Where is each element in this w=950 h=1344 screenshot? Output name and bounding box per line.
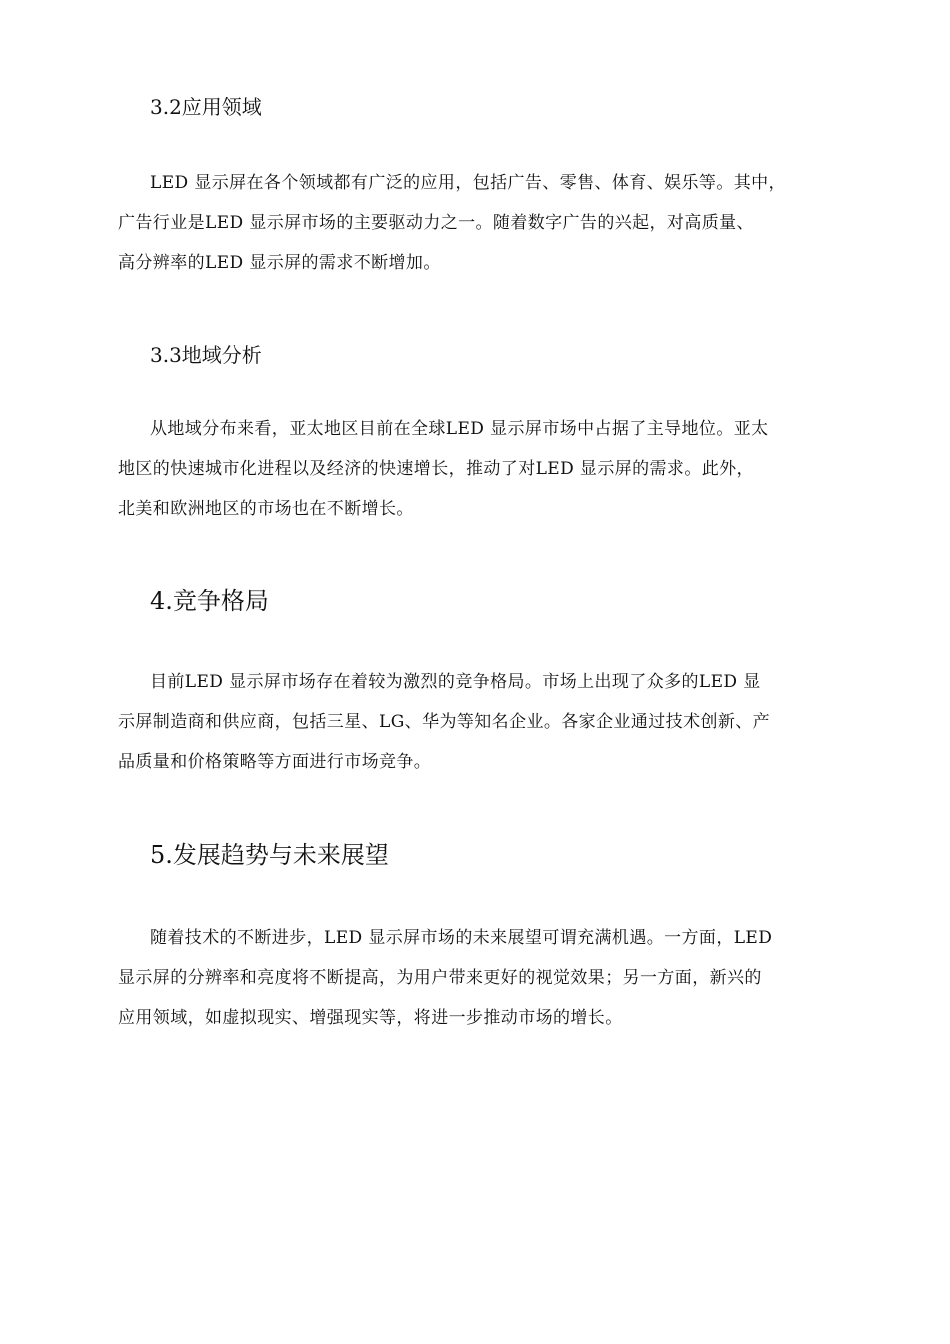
paragraph-line: 应用领域，如虚拟现实、增强现实等，将进一步推动市场的增长。 bbox=[118, 1008, 623, 1028]
paragraph-line: 目前LED 显示屏市场存在着较为激烈的竞争格局。市场上出现了众多的LED 显 bbox=[150, 672, 761, 692]
paragraph-line: 品质量和价格策略等方面进行市场竞争。 bbox=[118, 752, 432, 772]
section-heading-3-3: 3.3地域分析 bbox=[150, 343, 262, 367]
paragraph-line: 地区的快速城市化进程以及经济的快速增长，推动了对LED 显示屏的需求。此外， bbox=[118, 459, 754, 479]
section-paragraph-3-2 bbox=[118, 163, 838, 283]
section-paragraph-5 bbox=[118, 918, 838, 1038]
paragraph-line: LED 显示屏在各个领域都有广泛的应用，包括广告、零售、体育、娱乐等。其中， bbox=[150, 173, 786, 193]
paragraph-line: 从地域分布来看，亚太地区目前在全球LED 显示屏市场中占据了主导地位。亚太 bbox=[150, 419, 769, 439]
paragraph-line: 高分辨率的LED 显示屏的需求不断增加。 bbox=[118, 253, 441, 273]
section-paragraph-4 bbox=[118, 662, 838, 782]
paragraph-line: 示屏制造商和供应商，包括三星、LG、华为等知名企业。各家企业通过技术创新、产 bbox=[118, 712, 771, 732]
paragraph-line: 广告行业是LED 显示屏市场的主要驱动力之一。随着数字广告的兴起，对高质量、 bbox=[118, 213, 754, 233]
paragraph-line: 随着技术的不断进步，LED 显示屏市场的未来展望可谓充满机遇。一方面，LED bbox=[150, 928, 773, 948]
section-heading-5: 5.发展趋势与未来展望 bbox=[150, 841, 389, 869]
section-paragraph-3-3 bbox=[118, 409, 838, 529]
section-heading-3-2: 3.2应用领域 bbox=[150, 95, 262, 119]
paragraph-line: 显示屏的分辨率和亮度将不断提高，为用户带来更好的视觉效果；另一方面，新兴的 bbox=[118, 968, 762, 988]
paragraph-line: 北美和欧洲地区的市场也在不断增长。 bbox=[118, 499, 414, 519]
section-heading-4: 4.竞争格局 bbox=[150, 587, 269, 615]
